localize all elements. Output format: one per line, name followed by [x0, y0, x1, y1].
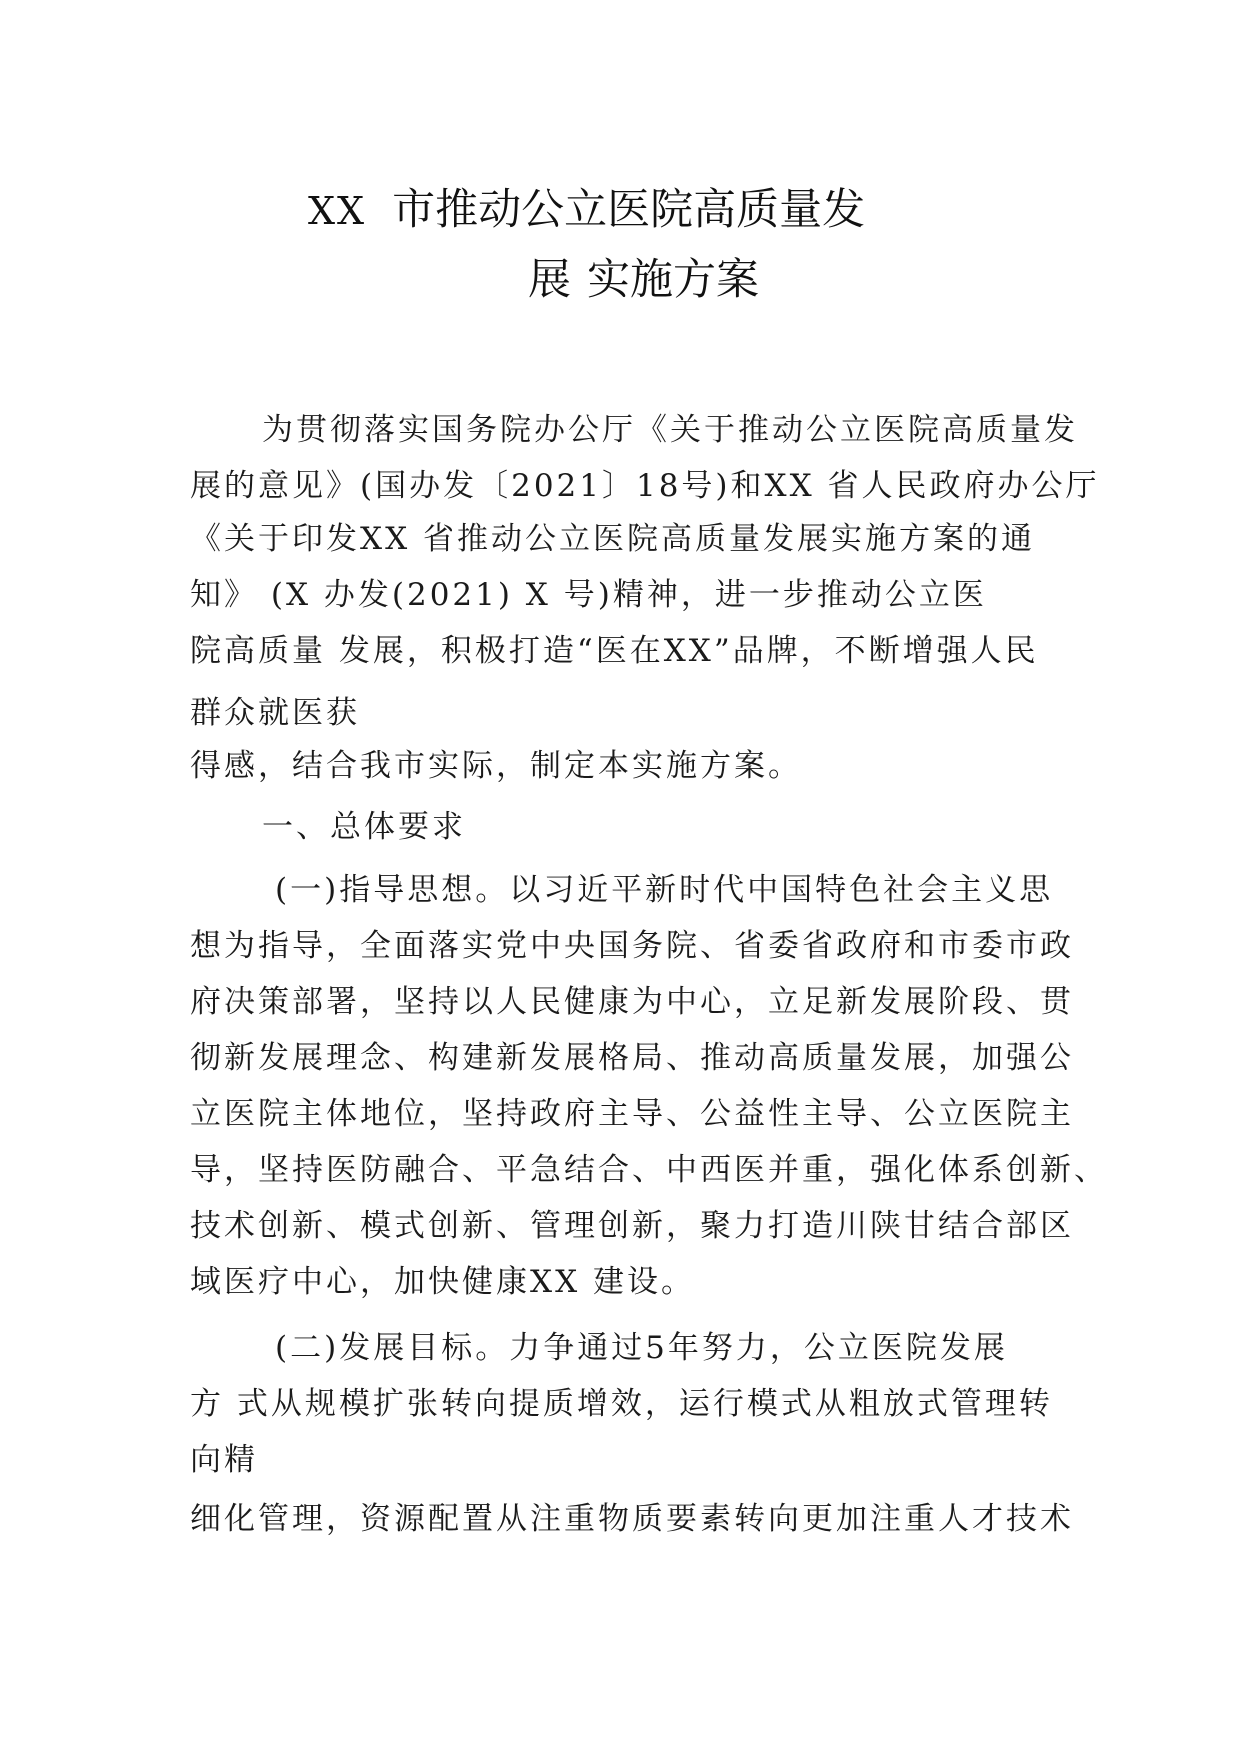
document-title-line-2 [528, 255, 759, 305]
body-line-9: (一)指导思想。以习近平新时代中国特色社会主义思 [275, 872, 1054, 908]
body-line-4: 知》 (X 办发(2021) X 号)精神，进一步推动公立医 [190, 577, 987, 613]
body-line-2: 展的意见》(国办发〔2021〕18号)和XX 省人民政府办公厅 [190, 468, 1100, 504]
body-line-20: 细化管理，资源配置从注重物质要素转向更加注重人才技术 [190, 1501, 1074, 1537]
body-line-7: 得感，结合我市实际，制定本实施方案。 [190, 748, 802, 784]
document-title-line-1 [308, 185, 865, 236]
body-line-6: 群众就医获 [190, 695, 360, 731]
body-line-17: (二)发展目标。力争通过5年努力，公立医院发展 [275, 1330, 1008, 1366]
body-line-3: 《关于印发XX 省推动公立医院高质量发展实施方案的通 [190, 521, 1035, 557]
body-line-5: 院高质量 发展，积极打造“医在XX”品牌，不断增强人民 [190, 633, 1039, 669]
body-line-18: 方 式从规模扩张转向提质增效，运行模式从粗放式管理转 [190, 1386, 1053, 1422]
body-line-14: 导，坚持医防融合、平急结合、中西医并重，强化体系创新、 [190, 1152, 1108, 1188]
body-line-1: 为贯彻落实国务院办公厅《关于推动公立医院高质量发 [262, 412, 1078, 448]
title-text-2a: 展 [528, 255, 571, 305]
body-line-19: 向精 [190, 1442, 258, 1478]
section-heading-general: 一、总体要求 [262, 809, 466, 845]
title-city-placeholder: XX [308, 189, 367, 233]
title-text-2b: 实施方案 [587, 255, 759, 305]
body-line-11: 府决策部署，坚持以人民健康为中心，立足新发展阶段、贯 [190, 984, 1074, 1020]
body-line-12: 彻新发展理念、构建新发展格局、推动高质量发展，加强公 [190, 1040, 1074, 1076]
body-line-13: 立医院主体地位，坚持政府主导、公益性主导、公立医院主 [190, 1096, 1074, 1132]
body-line-15: 技术创新、模式创新、管理创新，聚力打造川陕甘结合部区 [190, 1208, 1074, 1244]
body-line-10: 想为指导，全面落实党中央国务院、省委省政府和市委市政 [190, 928, 1074, 964]
title-text-1: 市推动公立医院高质量发 [392, 185, 866, 235]
body-line-16: 域医疗中心，加快健康XX 建设。 [190, 1264, 695, 1300]
